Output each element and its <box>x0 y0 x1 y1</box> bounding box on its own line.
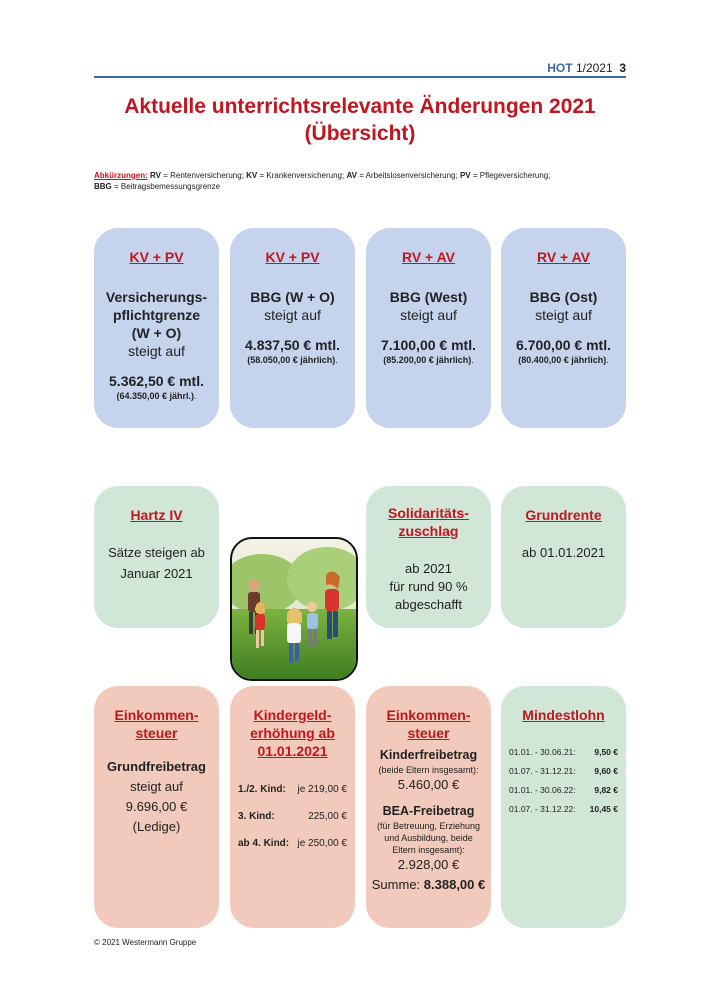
card-subheading: Grundfreibetrag <box>107 759 206 774</box>
abbreviations-label: Abkürzungen: <box>94 171 148 180</box>
mindestlohn-row <box>505 766 622 776</box>
mindestlohn-row <box>505 747 622 757</box>
kindergeld-child: 1./2. Kind: <box>238 784 286 795</box>
abbr-key: PV <box>459 171 471 180</box>
card-kv-pv-versicherungspflichtgrenze <box>94 228 219 428</box>
abbr-key: BBG <box>94 182 112 191</box>
card-line: ab 01.01.2021 <box>521 545 606 560</box>
kindergeld-amount: 225,00 € <box>308 811 347 822</box>
card-rv-av-bbg-ost <box>501 228 626 428</box>
family-running-illustration <box>232 539 356 679</box>
card-heading: RV + AV <box>401 249 456 265</box>
card-line: steigt auf <box>264 307 321 323</box>
mindestlohn-period: 01.01. - 30.06.21: <box>509 747 576 757</box>
abbr-text: = Rentenversicherung; <box>160 171 247 180</box>
card-heading: steuer <box>135 725 178 741</box>
card-heading: RV + AV <box>536 249 591 265</box>
card-mindestlohn <box>501 686 626 928</box>
card-line: steigt auf <box>128 343 185 359</box>
card-line: BBG (West) <box>389 289 468 305</box>
card-yearly: (85.200,00 € jährlich) <box>383 355 472 365</box>
sum-value: 8.388,00 € <box>423 877 486 892</box>
sum-label: Summe: <box>371 877 424 892</box>
card-line: abgeschafft <box>395 597 462 612</box>
card-heading: Mindestlohn <box>522 707 605 723</box>
card-value: 5.460,00 € <box>397 777 460 792</box>
mindestlohn-period: 01.01. - 30.06.22: <box>509 785 576 795</box>
card-yearly: (80.400,00 € jährlich) <box>518 355 607 365</box>
card-line: (Ledige) <box>132 819 181 834</box>
card-heading: 01.01.2021 <box>257 743 328 759</box>
card-line: Januar 2021 <box>120 566 193 581</box>
card-einkommensteuer-grundfreibetrag <box>94 686 219 928</box>
card-note: und Ausbildung, beide <box>384 833 473 843</box>
card-line: Sätze steigen ab <box>108 545 205 560</box>
title-line-1: Aktuelle unterrichtsrelevante Änderungen 2021 <box>124 95 596 118</box>
card-line: 9.696,00 € <box>125 799 188 814</box>
kindergeld-row <box>234 811 351 822</box>
abbr-key: KV <box>246 171 258 180</box>
title-line-2: (Übersicht) <box>304 122 416 145</box>
card-value: 2.928,00 € <box>397 857 460 872</box>
page-number: 3 <box>619 61 626 75</box>
card-hartz-iv <box>94 486 219 628</box>
card-amount: 5.362,50 € mtl. <box>109 373 204 389</box>
card-line: steigt auf <box>535 307 592 323</box>
card-suffix: . <box>471 355 474 365</box>
kindergeld-amount: je 250,00 € <box>297 838 347 849</box>
card-line: BBG (Ost) <box>529 289 598 305</box>
card-einkommensteuer-kinderfreibetrag <box>366 686 491 928</box>
kindergeld-row <box>234 838 351 849</box>
card-amount: 6.700,00 € mtl. <box>516 337 611 353</box>
card-heading: Kindergeld- <box>253 707 332 723</box>
card-heading: Einkommen- <box>114 707 199 723</box>
card-kindergeld <box>230 686 355 928</box>
page-header <box>94 60 626 78</box>
card-line: (W + O) <box>131 325 182 341</box>
abbr-key: RV <box>150 171 161 180</box>
mindestlohn-value: 10,45 € <box>589 804 618 814</box>
card-heading: Grundrente <box>525 507 602 523</box>
mindestlohn-row <box>505 785 622 795</box>
card-solidaritaetszuschlag <box>366 486 491 628</box>
kindergeld-child: ab 4. Kind: <box>238 838 290 849</box>
card-heading: zuschlag <box>398 523 459 539</box>
card-note: (für Betreuung, Erziehung <box>376 821 481 831</box>
abbr-text: = Beitragsbemessungsgrenze <box>111 182 221 191</box>
kindergeld-child: 3. Kind: <box>238 811 275 822</box>
card-line: ab 2021 <box>405 561 452 576</box>
card-note: (beide Eltern insgesamt): <box>378 765 479 775</box>
family-photo <box>230 537 358 681</box>
card-suffix: . <box>606 355 609 365</box>
card-line: BBG (W + O) <box>250 289 335 305</box>
abbr-text: = Arbeitslosenversicherung; <box>356 171 460 180</box>
card-rv-av-bbg-west <box>366 228 491 428</box>
card-heading: Solidaritäts- <box>388 505 469 521</box>
card-heading: KV + PV <box>129 249 184 265</box>
mindestlohn-row <box>505 804 622 814</box>
card-subheading: Kinderfreibetrag <box>379 748 478 762</box>
mindestlohn-period: 01.07. - 31.12.22: <box>509 804 576 814</box>
kindergeld-row <box>234 784 351 795</box>
issue-info <box>547 61 626 75</box>
kindergeld-amount: je 219,00 € <box>297 784 347 795</box>
card-subheading: BEA-Freibetrag <box>382 804 475 818</box>
card-line: pflichtgrenze <box>112 307 201 323</box>
card-yearly: (58.050,00 € jährlich) <box>247 355 336 365</box>
brand-label: HOT <box>547 61 573 75</box>
mindestlohn-period: 01.07. - 31.12.21: <box>509 766 576 776</box>
card-heading: Einkommen- <box>386 707 471 723</box>
issue-label: 1/2021 <box>575 61 613 75</box>
card-amount: 7.100,00 € mtl. <box>381 337 476 353</box>
card-line: steigt auf <box>130 779 183 794</box>
card-heading: erhöhung ab <box>250 725 335 741</box>
card-yearly: (64.350,00 € jährl.) <box>116 391 195 401</box>
mindestlohn-value: 9,50 € <box>594 747 618 757</box>
card-kv-pv-bbg <box>230 228 355 428</box>
abbr-text: = Krankenversicherung; <box>257 171 347 180</box>
page-title <box>60 93 660 147</box>
card-suffix: . <box>335 355 338 365</box>
card-amount: 4.837,50 € mtl. <box>245 337 340 353</box>
card-line: steigt auf <box>400 307 457 323</box>
card-note: Eltern insgesamt): <box>392 845 465 855</box>
card-heading: Hartz IV <box>130 507 183 523</box>
card-line: für rund 90 % <box>389 579 468 594</box>
abbr-text: = Pflegeversicherung; <box>470 171 551 180</box>
card-heading: KV + PV <box>265 249 320 265</box>
card-line: Versicherungs- <box>105 289 208 305</box>
mindestlohn-value: 9,60 € <box>594 766 618 776</box>
card-grundrente <box>501 486 626 628</box>
card-heading: steuer <box>407 725 450 741</box>
abbr-key: AV <box>346 171 357 180</box>
abbreviations <box>94 170 634 192</box>
card-suffix: . <box>194 391 197 401</box>
copyright-footer: © 2021 Westermann Gruppe <box>94 938 197 947</box>
mindestlohn-value: 9,82 € <box>594 785 618 795</box>
